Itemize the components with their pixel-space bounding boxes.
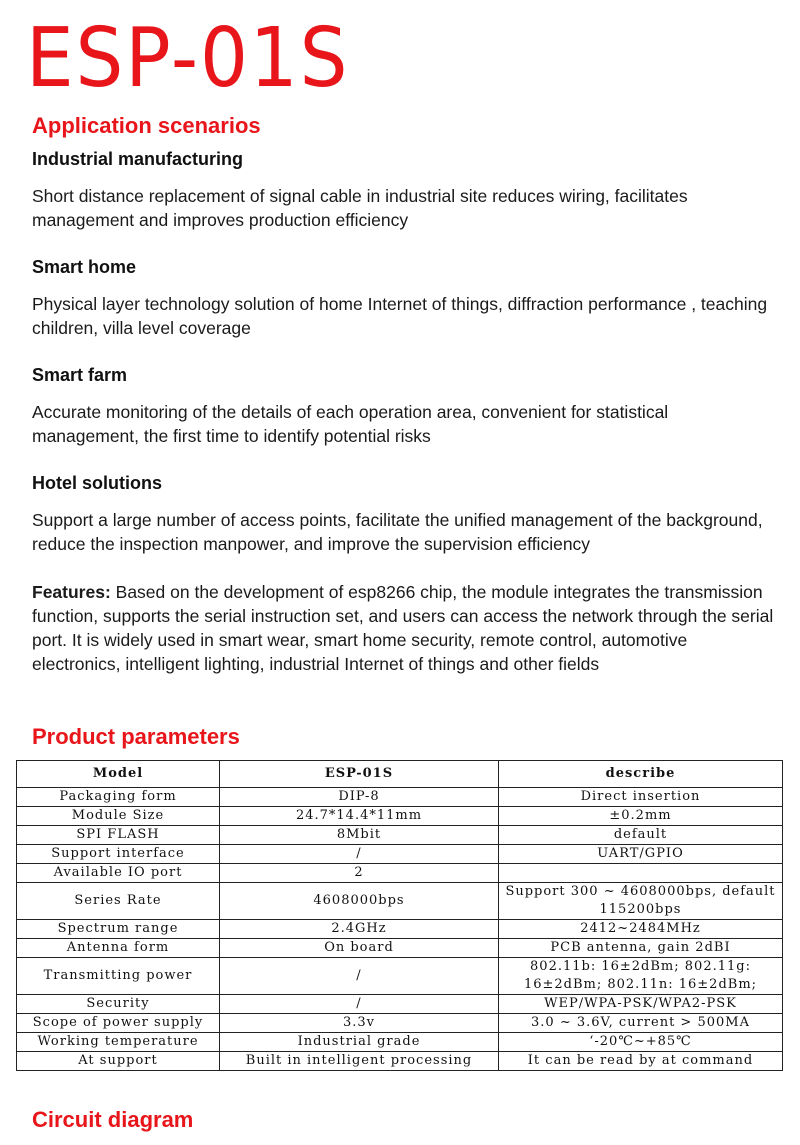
scenario-title-hotel: Hotel solutions bbox=[32, 473, 162, 493]
table-row bbox=[17, 1052, 783, 1071]
table-row bbox=[17, 920, 783, 939]
scenario-text-smart-home: Physical layer technology solution of home Internet of things, diffraction performance , teaching children, villa level coverage bbox=[32, 294, 768, 338]
param-describe-cell: 2412~2484MHz bbox=[499, 920, 783, 939]
param-value-cell: / bbox=[220, 845, 499, 864]
table-row bbox=[17, 826, 783, 845]
param-name-cell: Packaging form bbox=[17, 788, 220, 807]
table-row bbox=[17, 995, 783, 1014]
table-row bbox=[17, 883, 783, 920]
features-text: Based on the development of esp8266 chip, the module integrates the transmission function, supports the serial instruction set, and users can access the network through the serial port. It is widely used in smart wear, smart home security, remote control, automotive electronics, intelligent lighting, industrial Internet of things and other fields bbox=[32, 582, 774, 674]
circuit-diagram-heading: Circuit diagram bbox=[32, 1107, 194, 1132]
param-describe-cell: It can be read by at command bbox=[499, 1052, 783, 1071]
parameters-table-body bbox=[17, 788, 783, 1071]
param-describe-cell: WEP/WPA-PSK/WPA2-PSK bbox=[499, 995, 783, 1014]
param-value-cell: 24.7*14.4*11mm bbox=[220, 807, 499, 826]
header-cell-esp01s: ESP-01S bbox=[220, 761, 499, 788]
param-name-cell: Series Rate bbox=[17, 883, 220, 920]
param-describe-cell: 3.0 ~ 3.6V, current > 500MA bbox=[499, 1014, 783, 1033]
param-describe-cell: ‘-20℃~+85℃ bbox=[499, 1033, 783, 1052]
param-name-cell: Module Size bbox=[17, 807, 220, 826]
param-describe-cell: Direct insertion bbox=[499, 788, 783, 807]
scenario-title-smart-farm: Smart farm bbox=[32, 365, 128, 385]
table-row bbox=[17, 958, 783, 995]
param-value-cell: 2.4GHz bbox=[220, 920, 499, 939]
param-describe-cell: ±0.2mm bbox=[499, 807, 783, 826]
param-value-cell: 3.3v bbox=[220, 1014, 499, 1033]
scenario-text-smart-farm: Accurate monitoring of the details of each operation area, convenient for statistical management, the first time to identify potential risks bbox=[32, 402, 669, 446]
scenario-title-industrial: Industrial manufacturing bbox=[32, 149, 244, 169]
param-describe-cell: PCB antenna, gain 2dBI bbox=[499, 939, 783, 958]
scenario-text-industrial: Short distance replacement of signal cable in industrial site reduces wiring, facilitates management and improves production efficiency bbox=[32, 186, 688, 230]
param-name-cell: Spectrum range bbox=[17, 920, 220, 939]
features-paragraph bbox=[32, 580, 777, 676]
table-row bbox=[17, 864, 783, 883]
param-describe-cell bbox=[499, 864, 783, 883]
header-cell-model: Model bbox=[17, 761, 220, 788]
product-title: ESP-01S bbox=[26, 11, 350, 106]
param-name-cell: Support interface bbox=[17, 845, 220, 864]
param-value-cell: 4608000bps bbox=[220, 883, 499, 920]
scenario-title-smart-home: Smart home bbox=[32, 257, 137, 277]
param-value-cell: 8Mbit bbox=[220, 826, 499, 845]
param-describe-cell: UART/GPIO bbox=[499, 845, 783, 864]
table-row bbox=[17, 788, 783, 807]
param-value-cell: 2 bbox=[220, 864, 499, 883]
param-name-cell: At support bbox=[17, 1052, 220, 1071]
header-cell-describe: describe bbox=[499, 761, 783, 788]
param-describe-cell: Support 300 ~ 4608000bps, default 115200bps bbox=[499, 883, 783, 920]
param-describe-cell: 802.11b: 16±2dBm; 802.11g: 16±2dBm; 802.11n: 16±2dBm; bbox=[499, 958, 783, 995]
param-value-cell: DIP-8 bbox=[220, 788, 499, 807]
table-row bbox=[17, 1014, 783, 1033]
param-name-cell: Security bbox=[17, 995, 220, 1014]
table-row bbox=[17, 1033, 783, 1052]
param-name-cell: SPI FLASH bbox=[17, 826, 220, 845]
param-value-cell: / bbox=[220, 958, 499, 995]
param-name-cell: Working temperature bbox=[17, 1033, 220, 1052]
scenario-text-hotel: Support a large number of access points, facilitate the unified management of the background, reduce the inspection manpower, and improve the supervision efficiency bbox=[32, 510, 763, 554]
param-name-cell: Transmitting power bbox=[17, 958, 220, 995]
application-scenarios-heading: Application scenarios bbox=[32, 113, 261, 138]
param-value-cell: On board bbox=[220, 939, 499, 958]
param-value-cell: Built in intelligent processing bbox=[220, 1052, 499, 1071]
param-value-cell: Industrial grade bbox=[220, 1033, 499, 1052]
table-row bbox=[17, 845, 783, 864]
features-label: Features: bbox=[32, 582, 111, 602]
param-value-cell: / bbox=[220, 995, 499, 1014]
table-header-row bbox=[17, 761, 783, 788]
param-name-cell: Scope of power supply bbox=[17, 1014, 220, 1033]
param-describe-cell: default bbox=[499, 826, 783, 845]
parameters-table bbox=[16, 760, 783, 1071]
param-name-cell: Antenna form bbox=[17, 939, 220, 958]
table-row bbox=[17, 807, 783, 826]
table-row bbox=[17, 939, 783, 958]
param-name-cell: Available IO port bbox=[17, 864, 220, 883]
product-parameters-heading: Product parameters bbox=[32, 724, 240, 749]
